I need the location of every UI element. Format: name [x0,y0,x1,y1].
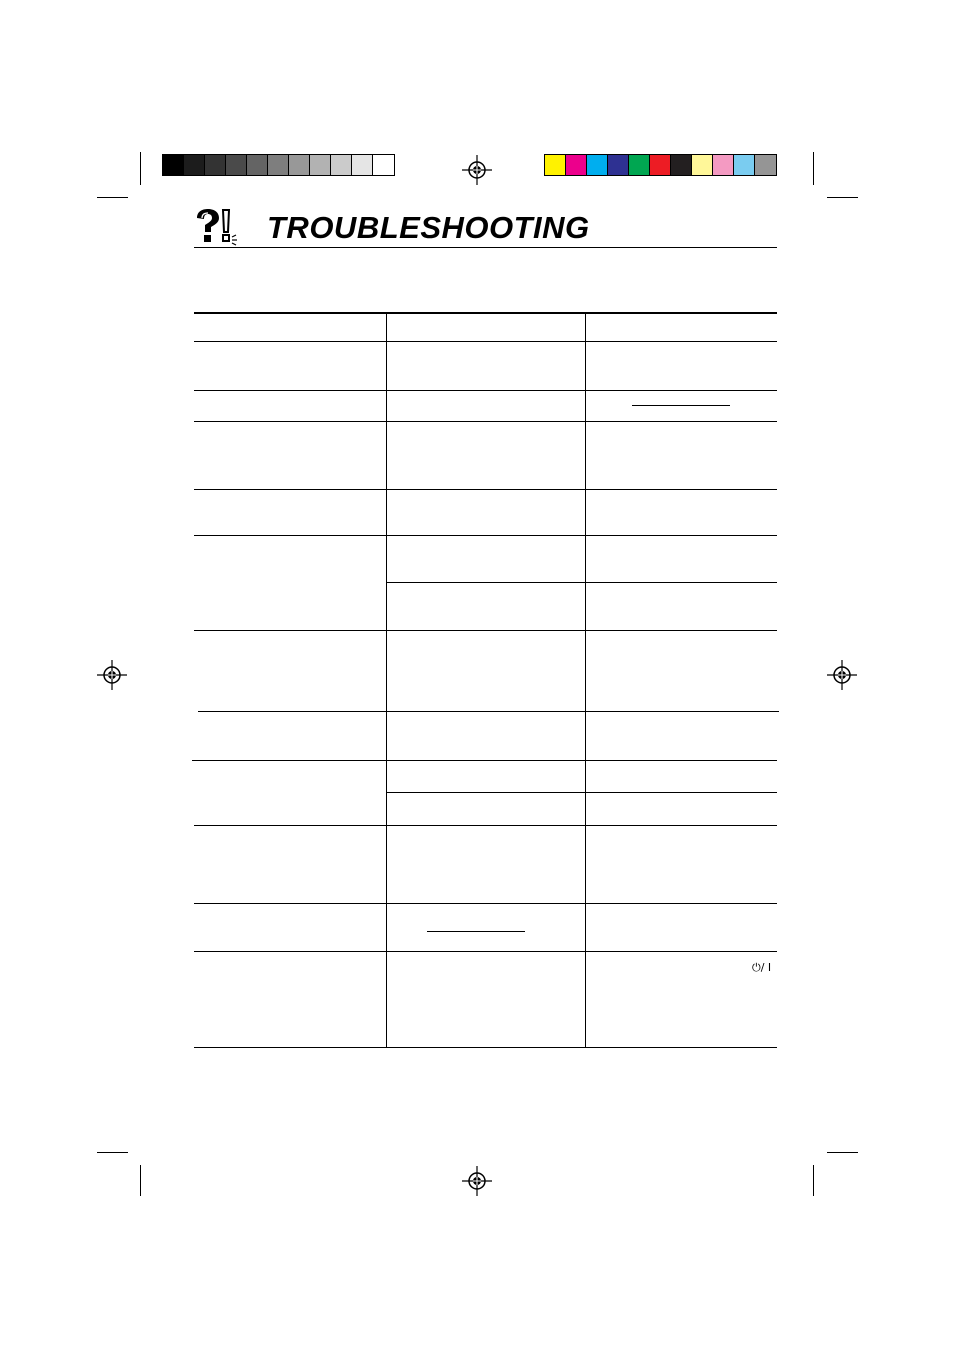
registration-target-icon [827,660,857,690]
grayscale-swatch [289,155,310,175]
table-row-rule [194,341,777,342]
cell-underline [632,405,730,406]
registration-target-icon [462,1166,492,1196]
column-divider-2 [585,313,586,1048]
registration-target-icon [97,660,127,690]
grayscale-swatch [352,155,373,175]
table-row-rule [386,792,777,793]
crop-mark-top-right-h [827,197,858,198]
crop-mark-top-left-v [140,152,141,185]
process-color-swatch [713,155,734,175]
process-color-swatch [755,155,776,175]
crop-mark-top-left-h [97,197,128,198]
crop-mark-bottom-right-v [813,1165,814,1196]
crop-mark-bottom-left-v [140,1165,141,1196]
grayscale-swatch [205,155,226,175]
table-row-rule [386,582,777,583]
cell-underline [427,931,525,932]
grayscale-swatch [226,155,247,175]
page-title: TROUBLESHOOTING [267,210,590,245]
process-color-swatch [629,155,650,175]
grayscale-swatch [268,155,289,175]
table-row-rule [194,630,777,631]
question-exclamation-icon [193,208,243,246]
process-color-swatch [608,155,629,175]
grayscale-swatch [184,155,205,175]
grayscale-swatch [247,155,268,175]
process-color-swatch [545,155,566,175]
table-row-rule [194,535,777,536]
column-divider-1 [386,313,387,1048]
grayscale-swatch [373,155,394,175]
crop-mark-top-right-v [813,152,814,185]
process-color-bar [544,154,777,176]
grayscale-swatch [310,155,331,175]
table-header-rule [194,312,777,314]
process-color-swatch [692,155,713,175]
crop-mark-bottom-left-h [97,1152,128,1153]
table-row-rule [194,421,777,422]
power-symbol: ⏻/ I [752,961,772,974]
table-row-rule [198,711,779,712]
process-color-swatch [734,155,755,175]
process-color-swatch [650,155,671,175]
process-color-swatch [566,155,587,175]
process-color-swatch [587,155,608,175]
table-row-rule [194,951,777,952]
grayscale-swatch [331,155,352,175]
table-row-rule [194,489,777,490]
table-row-rule [194,825,777,826]
table-row-rule [194,903,777,904]
grayscale-swatch [163,155,184,175]
title-underline [194,247,777,248]
registration-target-icon [462,155,492,185]
table-row-rule [194,390,777,391]
crop-mark-bottom-right-h [827,1152,858,1153]
table-bottom-rule [194,1047,777,1048]
grayscale-color-bar [162,154,395,176]
table-row-rule [192,760,777,761]
process-color-swatch [671,155,692,175]
